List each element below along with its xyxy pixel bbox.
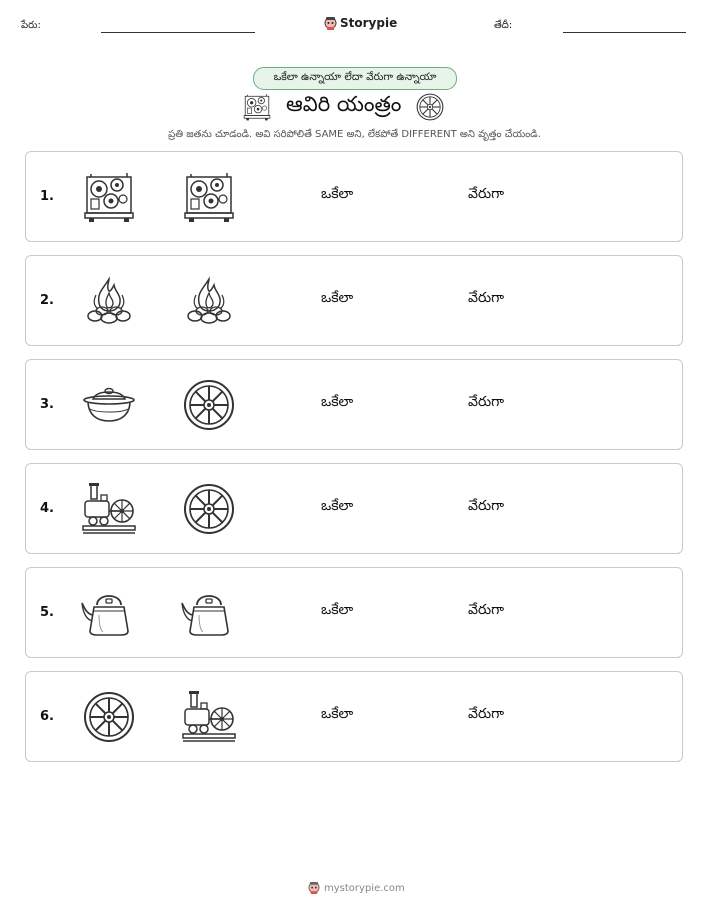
kettle-icon: [81, 585, 137, 641]
wheel-icon: [181, 481, 237, 537]
steam-locomotive-icon: [181, 689, 237, 745]
steam-engine-gears-icon: [242, 92, 272, 122]
date-field[interactable]: [563, 32, 686, 33]
brand-logo: [324, 14, 397, 32]
same-option[interactable]: ఒకేలా: [321, 498, 354, 514]
same-option[interactable]: ఒకేలా: [321, 290, 354, 306]
footer-website[interactable]: mystorypie.com: [324, 882, 405, 894]
title-row: [242, 92, 445, 122]
question-number: 2.: [40, 293, 54, 308]
same-option[interactable]: ఒకేలా: [321, 706, 354, 722]
steam-locomotive-icon: [81, 481, 137, 537]
name-field[interactable]: [101, 32, 255, 33]
pot-icon: [81, 377, 137, 433]
question-row-2: [25, 255, 683, 346]
footer: [308, 880, 405, 896]
question-number: 3.: [40, 397, 54, 412]
question-row-5: [25, 567, 683, 658]
page-title: ఆవిరి యంత్రం: [286, 92, 402, 116]
question-number: 1.: [40, 189, 54, 204]
different-option[interactable]: వేరుగా: [468, 290, 504, 306]
different-option[interactable]: వేరుగా: [468, 498, 504, 514]
instructions: ప్రతి జతను చూడండి. అవి సరిపోలితే SAME అని, లేకపోతే DIFFERENT అని వృత్తం చేయండి.: [168, 129, 541, 140]
storypie-mascot-icon: [324, 16, 337, 31]
wheel-icon: [81, 689, 137, 745]
question-row-4: [25, 463, 683, 554]
storypie-mascot-icon: [308, 881, 320, 895]
kettle-icon: [181, 585, 237, 641]
different-option[interactable]: వేరుగా: [468, 394, 504, 410]
wheel-icon: [415, 92, 445, 122]
question-row-3: [25, 359, 683, 450]
question-row-6: [25, 671, 683, 762]
name-label: పేరు:: [21, 20, 41, 31]
date-label: తేదీ:: [494, 20, 513, 31]
same-option[interactable]: ఒకేలా: [321, 186, 354, 202]
worksheet-header: [0, 0, 709, 40]
same-option[interactable]: ఒకేలా: [321, 602, 354, 618]
same-option[interactable]: ఒకేలా: [321, 394, 354, 410]
worksheet-type-badge: ఒకేలా ఉన్నాయా లేదా వేరుగా ఉన్నాయా: [253, 67, 457, 90]
brand-name: Storypie: [340, 16, 398, 30]
different-option[interactable]: వేరుగా: [468, 186, 504, 202]
question-number: 6.: [40, 709, 54, 724]
wheel-icon: [181, 377, 237, 433]
different-option[interactable]: వేరుగా: [468, 706, 504, 722]
question-row-1: [25, 151, 683, 242]
different-option[interactable]: వేరుగా: [468, 602, 504, 618]
steam-engine-gears-icon: [81, 169, 137, 225]
campfire-icon: [81, 273, 137, 329]
campfire-icon: [181, 273, 237, 329]
steam-engine-gears-icon: [181, 169, 237, 225]
question-number: 5.: [40, 605, 54, 620]
question-number: 4.: [40, 501, 54, 516]
